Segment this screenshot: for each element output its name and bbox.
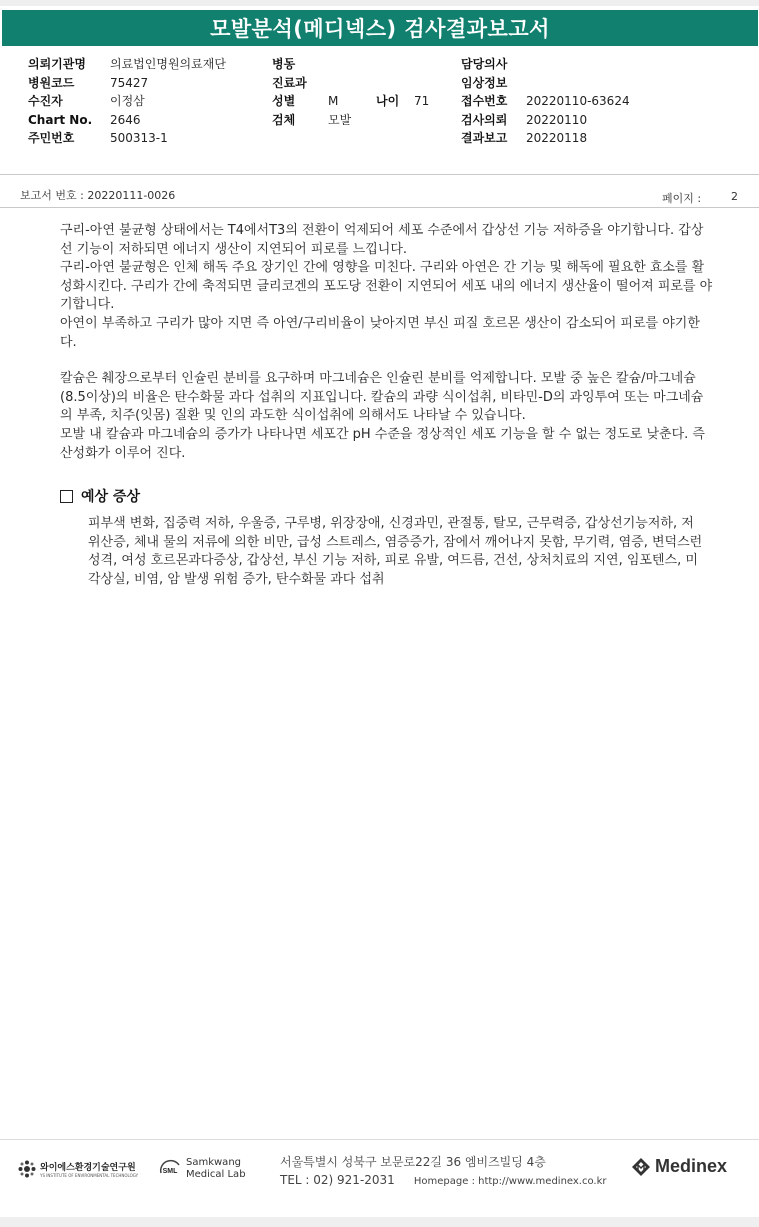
- info-label: Chart No.: [28, 112, 93, 127]
- top-bar: [0, 0, 759, 6]
- info-label: 수진자: [28, 94, 63, 108]
- patient-info-right: [461, 55, 630, 148]
- info-row-report-date: [461, 129, 630, 148]
- info-value: 의료법인명원의료재단: [110, 57, 226, 71]
- ys-institute-icon: [18, 1160, 36, 1178]
- info-label: 결과보고: [461, 131, 508, 145]
- report-title: 모발분석(메디넥스) 검사결과보고서: [210, 17, 550, 41]
- checkbox-icon: [60, 490, 73, 503]
- info-row-hospital-code: [28, 74, 226, 93]
- info-value: 20220110: [526, 112, 588, 127]
- info-label: 검사의뢰: [461, 112, 508, 127]
- paragraph: 아연이 부족하고 구리가 많아 지면 즉 아연/구리비율이 낮아지면 부신 피질 호르몬 생산이 감소되어 피로를 야기한다.: [60, 315, 700, 350]
- page-number: 2: [731, 190, 738, 203]
- patient-info-middle: [272, 55, 444, 129]
- bottom-bar: [0, 1217, 759, 1227]
- info-label: 주민번호: [28, 131, 75, 145]
- symptoms-title: 예상 증상: [81, 489, 140, 505]
- info-value: 75427: [110, 75, 149, 90]
- divider: [0, 207, 759, 208]
- info-row-receipt-no: [461, 92, 630, 111]
- symptoms-section-title: [60, 486, 140, 506]
- info-row-chart-no: [28, 111, 226, 130]
- info-value: [328, 55, 358, 74]
- info-value: 20220118: [526, 131, 588, 145]
- paragraph: 구리-아연 불균형 상태에서는 T4에서T3의 전환이 억제되어 세포 수준에서 갑상선 기능 저하증을 야기합니다. 갑상선 기능이 저하되면 에너지 생산이 지연되어 피로를 느낍니다.: [60, 223, 704, 257]
- info-label: 병원코드: [28, 75, 75, 90]
- medinex-brand: Medinex: [655, 1156, 728, 1176]
- ys-institute-name: 와이에스환경기술연구원: [40, 1163, 136, 1173]
- medinex-logo: [631, 1156, 727, 1177]
- info-row-request-date: [461, 111, 630, 130]
- info-value: [328, 74, 358, 93]
- samkwang-name-2: Medical Lab: [186, 1169, 246, 1180]
- ys-institute-english: YS INSTITUTE OF ENVIRONMENTAL TECHNOLOGY: [40, 1173, 139, 1178]
- info-row-sex-age: [272, 92, 444, 111]
- report-body: [60, 222, 715, 463]
- info-value: 500313-1: [110, 131, 168, 145]
- info-label: 담당의사: [461, 57, 508, 71]
- info-label: 성별: [272, 94, 296, 108]
- footer-divider: [0, 1139, 759, 1140]
- footer-address: 서울특별시 성북구 보문로22길 36 엠비즈빌딩 4층: [280, 1155, 546, 1169]
- paragraph: 칼슘은 췌장으로부터 인슐린 분비를 요구하며 마그네슘은 인슐린 분비를 억제합니다. 모발 중 높은 칼슘/마그네슘(8.5이상)의 비율은 탄수화물 과다 섭취의 지표입니다. 칼슘의 과량 식이섭취, 비타민-D의 과잉투여 또는 마그네슘의 부족, 치주(잇몸) 질환 및 인의 과도한 식이섭취에 의해서도 나타날 수 있습니다.: [60, 371, 704, 424]
- info-value: M: [328, 94, 339, 108]
- divider: [0, 174, 759, 175]
- info-value: 2646: [110, 112, 141, 127]
- info-label: 검체: [272, 112, 296, 127]
- info-value: 모발: [328, 112, 352, 127]
- info-label: 임상정보: [461, 75, 508, 90]
- info-row-institution: [28, 55, 226, 74]
- info-row-doctor: [461, 55, 630, 74]
- footer-address-block: [280, 1153, 607, 1191]
- info-row-resident-no: [28, 129, 226, 148]
- samkwang-name-1: Samkwang: [186, 1157, 241, 1168]
- info-row-ward: [272, 55, 444, 74]
- medinex-diamond-icon: [631, 1157, 651, 1177]
- samkwang-logo: [158, 1157, 246, 1181]
- paragraph: 구리-아연 불균형은 인체 해독 주요 장기인 간에 영향을 미친다. 구리와 아연은 간 기능 및 해독에 필요한 효소를 활성화시킨다. 구리가 간에 축적되면 글리코겐의 포도당 전환이 지연되어 세포 내의 에너지 생산율이 떨어져 피로를 야기합니다.: [60, 260, 713, 313]
- info-label: 의뢰기관명: [28, 57, 86, 71]
- info-value: 이정삼: [110, 94, 145, 108]
- paragraph: 모발 내 칼슘과 마그네슘의 증가가 나타나면 세포간 pH 수준을 정상적인 세포 기능을 할 수 없는 정도로 낮춘다. 즉 산성화가 이루어 진다.: [60, 426, 705, 461]
- symptoms-text: 피부색 변화, 집중력 저하, 우울증, 구루병, 위장장애, 신경과민, 관절통, 탈모, 근무력증, 갑상선기능저하, 저 위산증, 체내 물의 저류에 의한 비만, 급성 스트레스, 염증증가, 잠에서 깨어나지 못함, 무기력, 염증, 변덕스런 성격, 여성 호르몬과다증상, 갑상선, 부신 기능 저하, 피로 유발, 여드름, 건선, 상처치료의 지연, 임포텐스, 미각상실, 비염, 암 발생 위험 증가, 탄수화물 과다 섭취: [88, 516, 703, 587]
- info-label: 나이: [376, 94, 400, 108]
- info-row-patient: [28, 92, 226, 111]
- symptoms-body: [88, 515, 708, 589]
- ys-institute-logo: [18, 1160, 138, 1178]
- sml-logo-icon: [158, 1157, 182, 1181]
- report-number: 보고서 번호 : 20220111-0026: [20, 189, 176, 202]
- footer-tel: TEL : 02) 921-2031: [280, 1173, 395, 1187]
- info-label: 진료과: [272, 75, 307, 90]
- info-row-clinical-info: [461, 74, 630, 93]
- page-label: 페이지 :: [662, 192, 702, 205]
- patient-info-left: [28, 55, 226, 148]
- info-label: 접수번호: [461, 94, 508, 108]
- info-row-department: [272, 74, 444, 93]
- report-title-bar: [2, 10, 758, 46]
- info-row-specimen: [272, 111, 444, 130]
- sml-mark: SML: [162, 1168, 178, 1175]
- info-value: 20220110-63624: [526, 94, 630, 108]
- info-label: 병동: [272, 57, 296, 71]
- paragraph-gap: [60, 352, 715, 370]
- info-value: 71: [414, 94, 430, 108]
- footer-homepage: Homepage : http://www.medinex.co.kr: [413, 1176, 607, 1187]
